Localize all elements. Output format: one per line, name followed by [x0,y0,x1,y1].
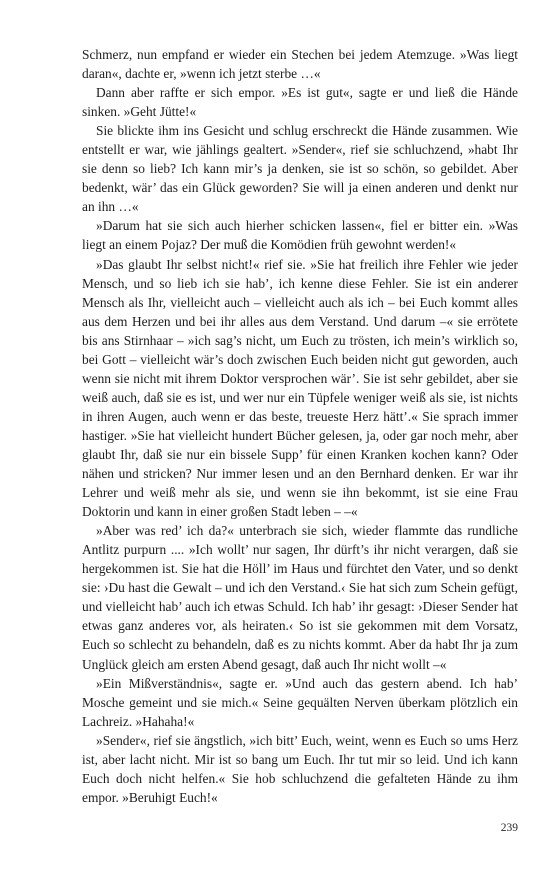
page-number: 239 [500,822,518,834]
paragraph: »Das glaubt Ihr selbst nicht!« rief sie. »Sie hat freilich ihre Fehler wie jeder Mensch, und so lieb ich sie hab’, ich kenne diese Fehler. Sie ist ein anderer Mensch als Ihr, vielleicht auch – vielleicht auch als ich – bei Euch kommt alles aus dem Herzen und bei ihr alles aus dem Verstand. Und darum –« sie errötete bis ans Stirnhaar – »ich sag’s nicht, um Euch zu trösten, ich mein’s wirklich so, bei Gott – vielleicht wär’s doch zwischen Euch beiden nicht gut geworden, auch wenn sie nicht mit ihrem Doktor versprochen wär’. Sie ist sehr gebildet, aber sie weiß auch, daß sie es ist, und wer nur ein Tüpfele weniger weiß als sie, ist nichts in ihren Augen, auch wenn er das beste, treueste Herz hätt’.« Sie sprach immer hastiger. »Sie hat vielleicht hundert Bücher gelesen, ja, oder gar noch mehr, aber glaubt Ihr, daß sie nur ein bissele Supp’ für einen Kranken kochen kann? Oder nähen und stricken? Nur immer lesen und an den Bernhard denken. Er war ihr Lehrer und weiß mehr als sie, und wenn sie ihn bekommt, ist sie eine Frau Doktorin und kann in einer großen Stadt leben – –« [82,256,518,520]
paragraph: Dann aber raffte er sich empor. »Es ist gut«, sagte er und ließ die Hände sinken. »Geht Jütte!« [82,85,518,120]
paragraph: »Darum hat sie sich auch hierher schicken lassen«, fiel er bitter ein. »Was liegt an einem Pojaz? Der muß die Komödien früh gewohnt werden!« [82,218,518,253]
page-body [82,45,518,807]
paragraph: »Sender«, rief sie ängstlich, »ich bitt’ Euch, weint, wenn es Euch so ums Herz ist, aber lacht nicht. Mir ist so bang um Euch. Ihr tut mir so leid. Und ich kann Euch doch nicht helfen.« Sie hob schluchzend die gefalteten Hände zu ihm empor. »Beruhigt Euch!« [82,732,518,805]
paragraph: »Aber was red’ ich da?« unterbrach sie sich, wieder flammte das rundliche Antlitz purpurn .... »Ich wollt’ nur sagen, Ihr dürft’s ihr nicht verargen, daß sie hergekommen ist. Sie hat die Höll’ im Haus und fürchtet den Vater, und so denkt sie: ›Du hast die Gewalt – und ich den Verstand.‹ Sie hat sich zum Schein gefügt, und vielleicht hab’ auch ich etwas Schuld. Ich hab’ ihr gesagt: ›Dieser Sender hat etwas ganz anderes vor, als heiraten.‹ So ist sie gekommen mit dem Vorsatz, Euch so schlecht zu behandeln, daß es zu nichts kommt. Aber da habt Ihr ja zum Unglück gleich am ersten Abend gesagt, daß auch Ihr nicht wollt –« [82,523,518,672]
paragraph: Sie blickte ihm ins Gesicht und schlug erschreckt die Hände zusammen. Wie entstellt er war, wie jählings gealtert. »Sender«, rief sie schluchzend, »habt Ihr sie denn so lieb? Ich kann mir’s ja denken, sie ist so schön, so gebildet. Aber bedenkt, wär’ das ein Glück geworden? Sie will ja einen anderen und denkt nur an ihn …« [82,123,518,215]
paragraph: Schmerz, nun empfand er wieder ein Stechen bei jedem Atemzuge. »Was liegt daran«, dachte er, »wenn ich jetzt sterbe …« [82,47,518,82]
paragraph: »Ein Mißverständnis«, sagte er. »Und auch das gestern abend. Ich hab’ Mosche gemeint und sie mich.« Seine gequälten Nerven überkam plötzlich ein Lachreiz. »Hahaha!« [82,675,518,729]
